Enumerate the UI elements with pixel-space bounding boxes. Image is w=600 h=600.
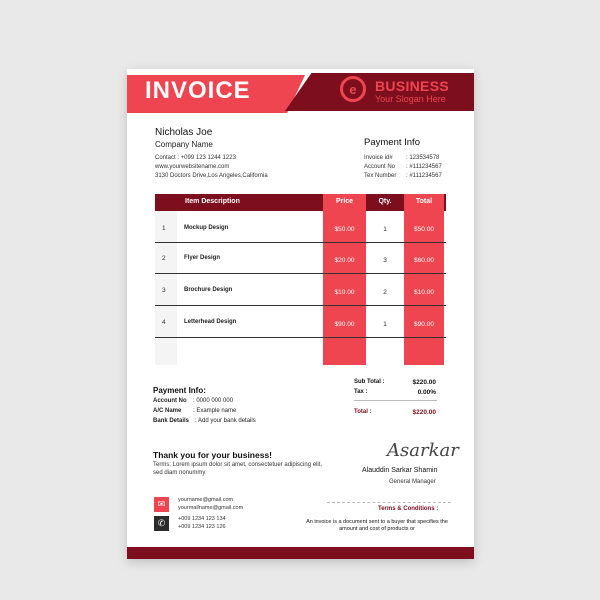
- footer-band: [127, 547, 474, 559]
- header-qty: Qty.: [378, 198, 392, 205]
- subtotal-value: $220.00: [412, 379, 436, 386]
- payment-info-title: Payment Info: [364, 137, 420, 148]
- terms-title: Terms & Conditions :: [378, 506, 439, 512]
- row-number: 1: [162, 225, 166, 232]
- row-description: Brochure Design: [184, 287, 233, 293]
- row-price: $50.00: [334, 226, 355, 233]
- row-qty: 2: [383, 289, 387, 296]
- client-website: www.yourwebsitename.com: [155, 164, 230, 170]
- row-divider: [155, 337, 446, 338]
- header-item-description: Item Description: [185, 198, 240, 205]
- client-contact: Contact : +099 123 1244 1223: [155, 155, 236, 161]
- row-number: 3: [162, 287, 166, 294]
- total-column: [404, 194, 444, 365]
- row-number: 4: [162, 319, 166, 326]
- email-2: yourmailname@gmail.com: [178, 505, 244, 511]
- row-qty: 1: [383, 321, 387, 328]
- header-price: Price: [335, 198, 354, 205]
- client-address: 3130 Doctors Drive,Los Angeles,California: [155, 173, 268, 179]
- pay-bank-label: Bank Details: [153, 418, 190, 424]
- terms-body: An invoice is a document sent to a buyer that specifies the amount and cost of products or: [306, 519, 448, 532]
- row-price: $10.00: [334, 289, 355, 296]
- price-column: [323, 194, 366, 365]
- number-column: [155, 211, 177, 365]
- tc-divider: [327, 502, 451, 504]
- invoice-id-label: Invoice id#: [364, 155, 393, 161]
- signer-name: Alauddin Sarkar Shamin: [362, 467, 438, 474]
- phone-icon: ✆: [154, 516, 169, 531]
- account-no-value: : #111234567: [406, 164, 442, 170]
- account-no-label: Account No: [364, 164, 396, 170]
- tex-number-value: : #111234567: [406, 173, 442, 179]
- total-label: Total :: [354, 409, 372, 415]
- phone-1: +009 1234 123 134: [178, 516, 226, 522]
- row-price: $90.00: [334, 321, 355, 328]
- pay-acname-label: A/C Name: [153, 408, 182, 414]
- pay-acname-value: : Example name: [193, 408, 237, 414]
- tax-value: 0.00%: [417, 389, 436, 396]
- thanks-title: Thank you for your business!: [153, 450, 273, 460]
- row-divider: [155, 273, 446, 274]
- thanks-terms: Terms: Lorem ipsum dolor sit amet, consectetuer adipiscing elit, sed diam nonummy: [153, 462, 323, 476]
- header-total: Total: [415, 198, 433, 205]
- summary-divider: [354, 400, 437, 401]
- row-total: $10.00: [414, 289, 434, 296]
- e-logo-icon: e: [340, 76, 366, 102]
- payment-section-title: Payment Info:: [153, 386, 206, 395]
- row-description: Mockup Design: [184, 225, 229, 231]
- row-total: $50.00: [414, 226, 434, 233]
- row-description: Letterhead Design: [184, 319, 237, 325]
- phone-2: +009 1234 123 126: [178, 524, 226, 530]
- tex-number-label: Tex Number: [364, 173, 397, 179]
- pay-bank-value: : Add your bank details: [195, 418, 256, 424]
- row-total: $60.00: [414, 257, 434, 264]
- email-1: yourname@gmail.com: [178, 497, 234, 503]
- subtotal-label: Sub Total :: [354, 379, 385, 385]
- pay-account-value: : 0000 000 000: [193, 398, 234, 404]
- row-description: Flyer Design: [184, 255, 221, 261]
- row-qty: 3: [383, 257, 387, 264]
- row-divider: [155, 242, 446, 243]
- business-slogan: Your Slogan Here: [375, 94, 446, 104]
- business-name: BUSINESS: [375, 78, 449, 94]
- row-divider: [155, 305, 446, 306]
- invoice-sheet: [127, 69, 474, 559]
- signer-role: General Manager: [389, 479, 436, 485]
- invoice-id-value: : 123534578: [406, 155, 440, 161]
- mail-icon: ✉: [154, 497, 169, 512]
- client-name: Nicholas Joe: [155, 127, 213, 138]
- total-value: $220.00: [412, 409, 436, 416]
- invoice-title: INVOICE: [145, 77, 251, 104]
- row-total: $90.00: [414, 321, 434, 328]
- row-price: $20.00: [334, 257, 355, 264]
- row-number: 2: [162, 255, 166, 262]
- client-company: Company Name: [155, 140, 213, 149]
- tax-label: Tax :: [354, 389, 368, 395]
- pay-account-label: Account No: [153, 398, 187, 404]
- row-qty: 1: [383, 226, 387, 233]
- signature: Asarkar: [387, 440, 459, 461]
